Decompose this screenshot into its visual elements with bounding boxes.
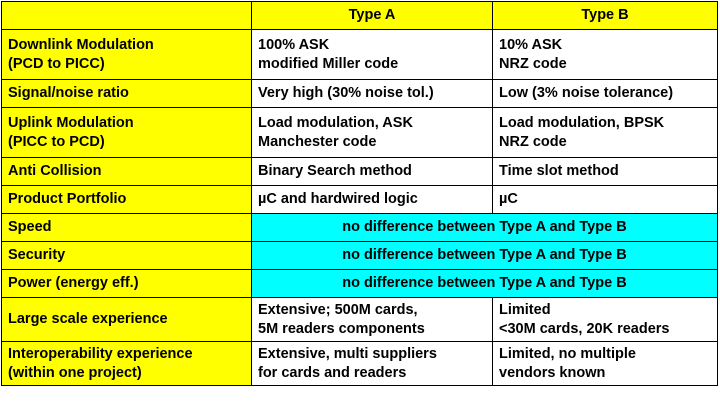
type-b-cell [493,298,718,342]
cell-line: Load modulation, BPSK [499,114,665,131]
row-label-cell [2,80,252,108]
type-b-cell [493,108,718,158]
cell-line: NRZ code [499,55,567,72]
row-label-cell [2,270,252,298]
cell-line: Power (energy eff.) [8,275,139,291]
cell-line: (PCD to PICC) [8,55,105,72]
cell-line: Speed [8,219,52,235]
cell-line: 5M readers components [258,320,425,337]
type-b-cell [493,30,718,80]
table-row [2,186,718,214]
no-difference-cell: no difference between Type A and Type B [252,214,718,242]
type-b-cell [493,342,718,386]
comparison-table [1,1,718,386]
cell-line: (PICC to PCD) [8,133,105,150]
table-row [2,214,718,242]
table-row [2,108,718,158]
cell-line: Product Portfolio [8,191,127,207]
cell-line: 100% ASK [258,36,330,53]
table-row [2,342,718,386]
cell-line: Large scale experience [8,311,168,327]
table-row [2,270,718,298]
row-label-cell [2,242,252,270]
row-label-cell [2,158,252,186]
cell-line: Anti Collision [8,163,102,179]
cell-line: Very high (30% noise tol.) [258,85,434,101]
header-type-a: Type A [252,2,493,30]
cell-line: µC and hardwired logic [258,191,418,207]
type-a-cell [252,186,493,214]
cell-line: Time slot method [499,163,619,179]
cell-line: Security [8,247,66,263]
header-type-b: Type B [493,2,718,30]
type-b-cell [493,158,718,186]
cell-line: Extensive; 500M cards, [258,301,418,318]
type-a-cell [252,80,493,108]
cell-line: Interoperability experience [8,345,193,362]
cell-line: <30M cards, 20K readers [499,320,670,337]
no-difference-cell: no difference between Type A and Type B [252,242,718,270]
type-a-cell [252,342,493,386]
cell-line: Limited [499,301,551,318]
cell-line: Signal/noise ratio [8,85,129,101]
type-a-cell [252,108,493,158]
table-row [2,298,718,342]
row-label-cell [2,298,252,342]
type-b-cell [493,80,718,108]
cell-line: NRZ code [499,133,567,150]
cell-line: Low (3% noise tolerance) [499,85,674,101]
row-label-cell [2,214,252,242]
cell-line: Binary Search method [258,163,412,179]
cell-line: modified Miller code [258,55,399,72]
cell-line: Manchester code [258,133,377,150]
header-row [2,2,718,30]
cell-line: Extensive, multi suppliers [258,345,437,362]
table-row [2,30,718,80]
row-label-cell [2,186,252,214]
cell-line: 10% ASK [499,36,563,53]
cell-line: µC [499,191,518,207]
type-a-cell [252,30,493,80]
cell-line: (within one project) [8,364,142,381]
cell-line: Limited, no multiple [499,345,636,362]
cell-line: for cards and readers [258,364,407,381]
type-a-cell [252,158,493,186]
no-difference-cell: no difference between Type A and Type B [252,270,718,298]
row-label-cell [2,30,252,80]
type-b-cell [493,186,718,214]
row-label-cell [2,342,252,386]
table-row [2,242,718,270]
cell-line: vendors known [499,364,606,381]
table-body [2,2,718,386]
cell-line: Downlink Modulation [8,36,154,53]
table-row [2,158,718,186]
type-a-cell [252,298,493,342]
row-label-cell [2,108,252,158]
table-row [2,80,718,108]
cell-line: Uplink Modulation [8,114,134,131]
header-corner-cell [2,2,252,30]
cell-line: Load modulation, ASK [258,114,413,131]
